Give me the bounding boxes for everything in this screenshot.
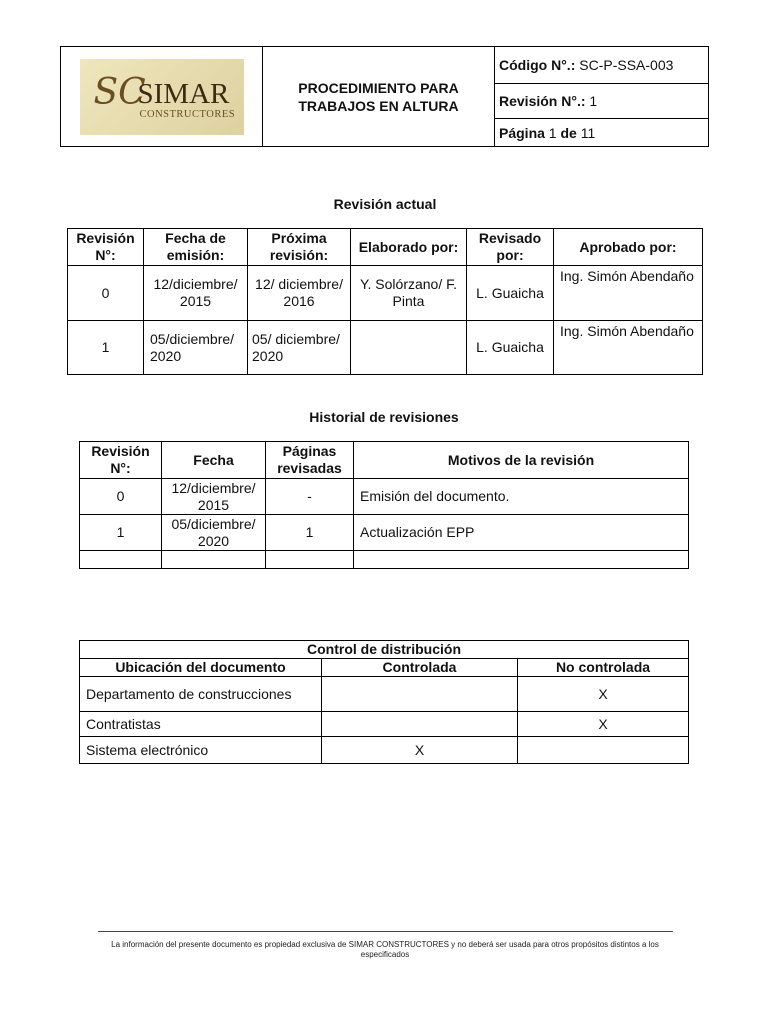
table-row xyxy=(80,712,689,737)
logo-monogram: SC xyxy=(93,71,146,113)
footer-note: La información del presente documento es propiedad exclusiva de SIMAR CONSTRUCTORES y no deberá ser usada para otros propósitos distintos a los especificados xyxy=(111,940,659,959)
distribucion-title: Control de distribución xyxy=(80,641,689,659)
revision-actual-title: Revisión actual xyxy=(333,196,437,212)
table-row xyxy=(80,677,689,712)
hist-cell: Emisión del documento. xyxy=(354,479,689,515)
table-row xyxy=(80,551,689,569)
rev-cell: 0 xyxy=(68,266,144,321)
revision-label: Revisión N°.: xyxy=(499,93,586,109)
table-row xyxy=(68,266,703,321)
rev-header: Fecha de emisión: xyxy=(144,229,248,266)
dist-cell: Sistema electrónico xyxy=(80,737,322,764)
revision-cell xyxy=(495,84,709,119)
document-title xyxy=(263,47,495,147)
rev-cell: 12/diciembre/ 2015 xyxy=(144,266,248,321)
table-row xyxy=(80,479,689,515)
dist-cell xyxy=(518,737,689,764)
company-logo xyxy=(80,59,244,135)
hist-header: Motivos de la revisión xyxy=(354,442,689,479)
title-line-1: PROCEDIMIENTO PARA xyxy=(298,79,459,96)
hist-cell: 0 xyxy=(80,479,162,515)
hist-header: Fecha xyxy=(162,442,266,479)
dist-header: Controlada xyxy=(322,659,518,677)
table-row xyxy=(68,321,703,375)
distribucion-table xyxy=(79,640,689,764)
codigo-value: SC-P-SSA-003 xyxy=(579,57,674,73)
rev-header: Revisado por: xyxy=(467,229,554,266)
rev-cell: L. Guaicha xyxy=(467,266,554,321)
logo-name: SIMAR xyxy=(137,77,230,110)
footer-divider xyxy=(98,931,673,932)
dist-cell: X xyxy=(518,677,689,712)
hist-cell: 12/diciembre/ 2015 xyxy=(162,479,266,515)
table-row xyxy=(80,737,689,764)
hist-cell xyxy=(266,551,354,569)
dist-cell xyxy=(322,712,518,737)
pagina-label: Página xyxy=(499,124,545,141)
rev-cell: 1 xyxy=(68,321,144,375)
hist-cell: 1 xyxy=(266,515,354,551)
rev-header: Aprobado por: xyxy=(554,229,703,266)
document-header xyxy=(60,46,709,147)
dist-header: No controlada xyxy=(518,659,689,677)
revision-value: 1 xyxy=(589,93,598,109)
dist-cell: Departamento de construcciones xyxy=(80,677,322,712)
hist-cell: 1 xyxy=(80,515,162,551)
dist-cell: X xyxy=(322,737,518,764)
rev-header: Revisión N°: xyxy=(68,229,144,266)
pagina-total: 11 xyxy=(580,124,596,141)
dist-header: Ubicación del documento xyxy=(80,659,322,677)
table-row xyxy=(80,515,689,551)
dist-cell xyxy=(322,677,518,712)
hist-cell: - xyxy=(266,479,354,515)
rev-header: Elaborado por: xyxy=(351,229,467,266)
revision-actual-table xyxy=(67,228,703,375)
logo-subtitle: CONSTRUCTORES xyxy=(139,108,236,120)
historial-table xyxy=(79,441,689,569)
hist-cell: Actualización EPP xyxy=(354,515,689,551)
dist-cell: X xyxy=(518,712,689,737)
rev-cell xyxy=(351,321,467,375)
pagina-value: 1 xyxy=(548,124,557,141)
de-label: de xyxy=(560,124,577,141)
rev-cell: L. Guaicha xyxy=(467,321,554,375)
rev-header: Próxima revisión: xyxy=(248,229,351,266)
rev-cell: Y. Solórzano/ F. Pinta xyxy=(351,266,467,321)
dist-cell: Contratistas xyxy=(80,712,322,737)
hist-cell xyxy=(80,551,162,569)
codigo-cell xyxy=(495,47,709,84)
hist-header: Revisión N°: xyxy=(80,442,162,479)
hist-header: Páginas revisadas xyxy=(266,442,354,479)
title-line-2: TRABAJOS EN ALTURA xyxy=(298,97,459,114)
hist-cell: 05/diciembre/ 2020 xyxy=(162,515,266,551)
rev-cell: Ing. Simón Abendaño xyxy=(554,266,703,321)
rev-cell: 05/ diciembre/ 2020 xyxy=(248,321,351,375)
pagina-cell xyxy=(495,119,709,147)
historial-title: Historial de revisiones xyxy=(309,409,459,425)
hist-cell xyxy=(354,551,689,569)
rev-cell: Ing. Simón Abendaño xyxy=(554,321,703,375)
rev-cell: 05/diciembre/ 2020 xyxy=(144,321,248,375)
rev-cell: 12/ diciembre/ 2016 xyxy=(248,266,351,321)
codigo-label: Código N°.: xyxy=(499,57,576,73)
logo-cell xyxy=(61,47,263,147)
hist-cell xyxy=(162,551,266,569)
